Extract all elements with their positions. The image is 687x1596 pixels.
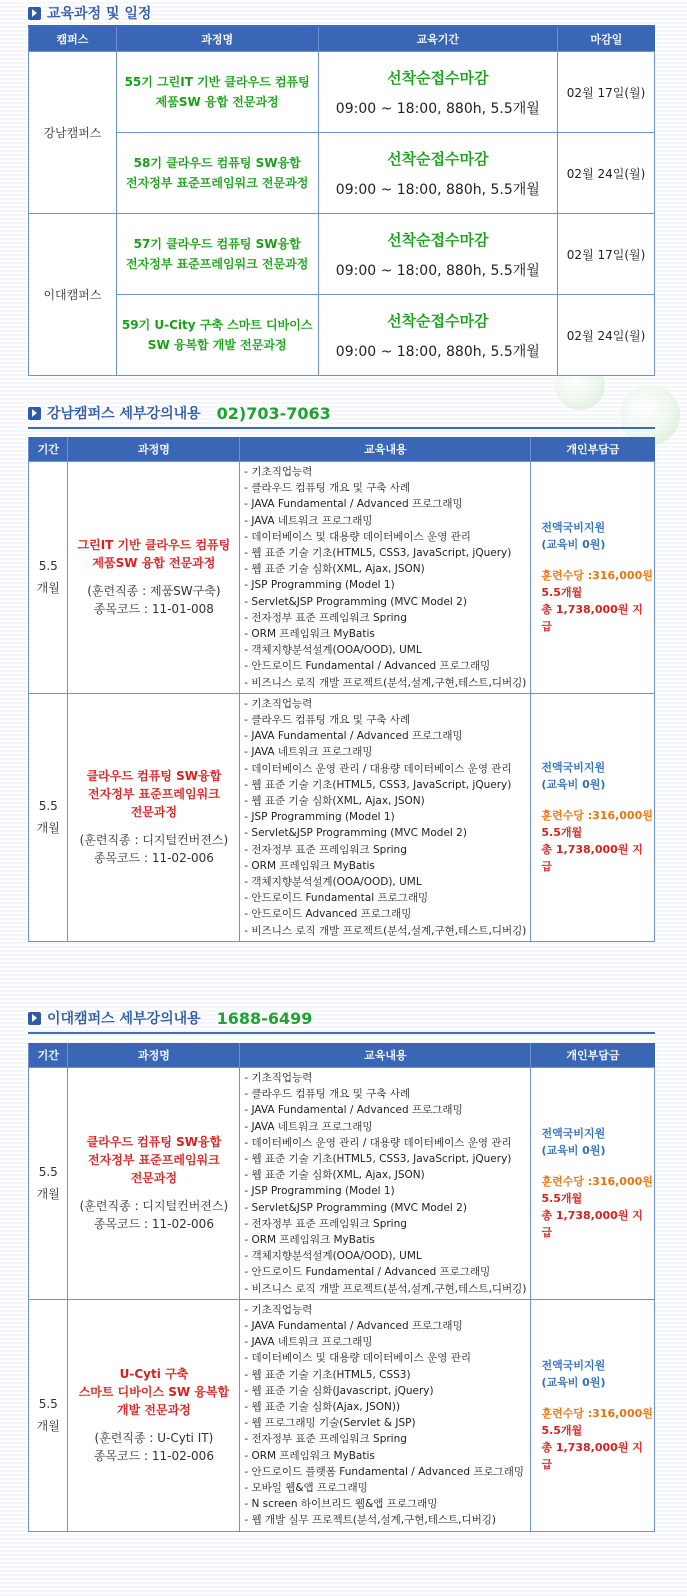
curriculum-item: - Servlet&JSP Programming (MVC Model 2): [244, 1201, 467, 1214]
curriculum-item: - 전자정부 표준 프레임워크 Spring: [244, 611, 407, 624]
bullet-icon: [28, 407, 41, 420]
bullet-icon: [28, 1012, 41, 1025]
curriculum-item: - 안드로이드 플랫폼 Fundamental / Advanced 프로그래밍: [244, 1465, 525, 1478]
course-name-line: 59기 U-City 구축 스마트 디바이스: [121, 318, 313, 332]
allowance-total: 총 1,738,000원 지급: [541, 843, 643, 874]
curriculum-item: - Servlet&JSP Programming (MVC Model 2): [244, 827, 467, 840]
section-title: 강남캠퍼스 세부강의내용: [47, 406, 201, 422]
curriculum-item: - ORM 프레임워크 MyBatis: [244, 1234, 375, 1247]
cost-cell: [531, 1068, 655, 1300]
term-unit: 개월: [36, 821, 60, 836]
course-title-line: 클라우드 컴퓨팅 SW융합: [86, 769, 222, 784]
curriculum-item: - 전자정부 표준 프레임워크 Spring: [244, 843, 407, 856]
curriculum-item: - 기초직업능력: [244, 697, 313, 710]
gangnam-detail-table: [28, 437, 655, 942]
curriculum-item: - 데이터베이스 및 대용량 데이터베이스 운영 관리: [244, 1352, 471, 1365]
campus-cell: 이대캠퍼스: [29, 214, 117, 376]
allowance-period: 5.5개월: [541, 586, 583, 600]
allowance-total: 총 1,738,000원 지급: [541, 1209, 643, 1240]
course-category: (훈련직종 : 디지털컨버젼스): [79, 833, 229, 848]
course-code: 종목코드 : 11-01-008: [93, 602, 214, 617]
allowance-label: 훈련수당 :316,000원: [541, 809, 653, 823]
curriculum-item: - 객체지향분석설계(OOA/OOD), UML: [244, 1250, 422, 1263]
curriculum-item: - 웹 표준 기술 심화(XML, Ajax, JSON): [244, 563, 425, 576]
phone-number[interactable]: 02)703-7063: [216, 403, 331, 423]
course-cell[interactable]: [68, 462, 240, 694]
period-cell: [318, 133, 558, 214]
curriculum-item: - JAVA 네트워크 프로그래밍: [244, 514, 373, 527]
curriculum-item: - 안드로이드 Fundamental / Advanced 프로그래밍: [244, 1266, 491, 1279]
period-cell: [318, 214, 558, 295]
tuition-label: (교육비 0원): [541, 538, 606, 552]
table-row: [29, 1068, 655, 1300]
course-title-line: 클라우드 컴퓨팅 SW융합: [86, 1135, 222, 1150]
table-row: [29, 52, 655, 133]
curriculum-item: - 웹 표준 기술 기초(HTML5, CSS3, JavaScript, jQuery): [244, 1153, 512, 1166]
column-header: 교육내용: [240, 1043, 531, 1068]
table-row: [29, 133, 655, 214]
term-cell: [29, 462, 68, 694]
table-row: [29, 462, 655, 694]
course-name-cell[interactable]: [116, 52, 318, 133]
section-title: 교육과정 및 일정: [47, 6, 152, 22]
course-name-line: 제품SW 융합 전문과정: [155, 95, 279, 109]
period-cell: [318, 52, 558, 133]
curriculum-item: - JAVA Fundamental / Advanced 프로그래밍: [244, 1104, 463, 1117]
curriculum-item: - 데이터베이스 및 대용량 데이터베이스 운영 관리: [244, 530, 471, 543]
course-title-line: 스마트 디바이스 SW 융복합: [78, 1385, 230, 1400]
allowance-period: 5.5개월: [541, 1192, 583, 1206]
course-title-line: 그린IT 기반 클라우드 컴퓨팅: [77, 538, 231, 553]
cost-cell: [531, 462, 655, 694]
curriculum-item: - 객체지향분석설계(OOA/OOD), UML: [244, 644, 422, 657]
curriculum-item: - 웹 표준 기술 심화(Javascript, jQuery): [244, 1384, 434, 1397]
table-row: [29, 214, 655, 295]
course-time: 09:00 ~ 18:00, 880h, 5.5개월: [335, 100, 540, 117]
curriculum-item: - 비즈니스 로직 개발 프로젝트(분석,설계,구현,테스트,디버깅): [244, 924, 527, 937]
curriculum-item: - JAVA Fundamental / Advanced 프로그래밍: [244, 1320, 463, 1333]
curriculum-item: - 안드로이드 Fundamental 프로그래밍: [244, 892, 429, 905]
course-name-line: 전자정부 표준프레임워크 전문과정: [126, 257, 309, 271]
curriculum-item: - 데이터베이스 운영 관리 / 대용량 데이터베이스 운영 관리: [244, 1136, 512, 1149]
course-name-cell[interactable]: [116, 133, 318, 214]
curriculum-item: - 클라우드 컴퓨팅 개요 및 구축 사례: [244, 1088, 411, 1101]
bullet-icon: [28, 7, 41, 20]
section-heading-gangnam: [28, 400, 331, 426]
curriculum-item: - 웹 표준 기술 심화(XML, Ajax, JSON): [244, 795, 425, 808]
section-heading-idae: [28, 1005, 312, 1031]
allowance-period: 5.5개월: [541, 826, 583, 840]
course-title-line: 개발 전문과정: [117, 1403, 191, 1418]
course-time: 09:00 ~ 18:00, 880h, 5.5개월: [335, 343, 540, 360]
course-title-line: 전자정부 표준프레임워크: [88, 1153, 220, 1168]
course-cell[interactable]: [68, 1299, 240, 1531]
allowance-label: 훈련수당 :316,000원: [541, 569, 653, 583]
course-category: (훈련직종 : U-Cyti IT): [94, 1431, 214, 1446]
curriculum-item: - 기초직업능력: [244, 1303, 313, 1316]
course-name-line: 55기 그린IT 기반 클라우드 컴퓨팅: [124, 75, 310, 89]
table-row: [29, 295, 655, 376]
curriculum-item: - 웹 프로그래밍 기술(Servlet & JSP): [244, 1417, 416, 1430]
curriculum-cell: [240, 1299, 531, 1531]
section-divider: [28, 427, 655, 429]
course-time: 09:00 ~ 18:00, 880h, 5.5개월: [335, 262, 540, 279]
course-category: (훈련직종 : 제품SW구축): [87, 584, 221, 599]
course-code: 종목코드 : 11-02-006: [93, 851, 214, 866]
course-name-cell[interactable]: [116, 295, 318, 376]
period-cell: [318, 295, 558, 376]
section-divider: [28, 1032, 655, 1034]
curriculum-item: - 웹 표준 기술 기초(HTML5, CSS3, JavaScript, jQuery): [244, 778, 512, 791]
column-header: 개인부담금: [531, 1043, 655, 1068]
allowance-total: 총 1,738,000원 지급: [541, 603, 643, 634]
course-cell[interactable]: [68, 1068, 240, 1300]
curriculum-item: - 웹 표준 기술 심화(Ajax, JSON)): [244, 1401, 401, 1414]
curriculum-item: - 안드로이드 Fundamental / Advanced 프로그래밍: [244, 660, 491, 673]
course-name-line: SW 융복합 개발 전문과정: [147, 338, 287, 352]
allowance-total: 총 1,738,000원 지급: [541, 1441, 643, 1472]
cost-cell: [531, 693, 655, 941]
curriculum-item: - 전자정부 표준 프레임워크 Spring: [244, 1217, 407, 1230]
curriculum-item: - JAVA Fundamental / Advanced 프로그래밍: [244, 730, 463, 743]
funding-label: 전액국비지원: [541, 1127, 606, 1141]
globe-decoration: [620, 385, 680, 445]
course-title-line: 전문과정: [130, 805, 178, 820]
allowance-period: 5.5개월: [541, 1424, 583, 1438]
curriculum-item: - Servlet&JSP Programming (MVC Model 2): [244, 595, 467, 608]
curriculum-item: - 모바일 웹&앱 프로그래밍: [244, 1482, 368, 1495]
term-unit: 개월: [36, 581, 60, 596]
course-title-line: U-Cyti 구축: [119, 1367, 189, 1382]
allowance-label: 훈련수당 :316,000원: [541, 1407, 653, 1421]
course-time: 09:00 ~ 18:00, 880h, 5.5개월: [335, 181, 540, 198]
closing-status: 선착순접수마감: [387, 149, 489, 168]
deadline-cell: 02월 17일(월): [558, 52, 655, 133]
course-cell[interactable]: [68, 693, 240, 941]
column-header: 기간: [29, 437, 68, 462]
curriculum-item: - ORM 프레임워크 MyBatis: [244, 628, 375, 641]
column-header: 과정명: [68, 437, 240, 462]
term-unit: 개월: [36, 1419, 60, 1434]
column-header: 교육내용: [240, 437, 531, 462]
curriculum-item: - N screen 하이브리드 웹&앱 프로그래밍: [244, 1498, 438, 1511]
term-cell: [29, 1068, 68, 1300]
closing-status: 선착순접수마감: [387, 68, 489, 87]
course-title-line: 제품SW 융합 전문과정: [92, 556, 216, 571]
curriculum-item: - 기초직업능력: [244, 1072, 313, 1084]
curriculum-item: - 웹 표준 기술 기초(HTML5, CSS3, JavaScript, jQuery): [244, 547, 512, 560]
course-name-cell[interactable]: [116, 214, 318, 295]
funding-label: 전액국비지원: [541, 1359, 606, 1373]
course-title-line: 전자정부 표준프레임워크: [88, 787, 220, 802]
tuition-label: (교육비 0원): [541, 778, 606, 792]
course-code: 종목코드 : 11-02-006: [93, 1449, 214, 1464]
section-title: 이대캠퍼스 세부강의내용: [47, 1011, 201, 1027]
deadline-cell: 02월 17일(월): [558, 214, 655, 295]
course-name-line: 전자정부 표준프레임워크 전문과정: [126, 176, 309, 190]
cost-cell: [531, 1299, 655, 1531]
course-category: (훈련직종 : 디지털컨버젼스): [79, 1199, 229, 1214]
curriculum-item: - JSP Programming (Model 1): [244, 1185, 395, 1198]
curriculum-item: - 객체지향분석설계(OOA/OOD), UML: [244, 876, 422, 889]
tuition-label: (교육비 0원): [541, 1376, 606, 1390]
term-value: 5.5: [38, 559, 58, 574]
curriculum-cell: [240, 1068, 531, 1300]
deadline-cell: 02월 24일(월): [558, 133, 655, 214]
table-row: [29, 1299, 655, 1531]
course-title-line: 전문과정: [130, 1171, 178, 1186]
column-header: 마감일: [558, 27, 655, 52]
curriculum-item: - 데이터베이스 운영 관리 / 대용량 데이터베이스 운영 관리: [244, 762, 512, 775]
curriculum-item: - JAVA 네트워크 프로그래밍: [244, 1336, 373, 1349]
deadline-cell: 02월 24일(월): [558, 295, 655, 376]
closing-status: 선착순접수마감: [387, 311, 489, 330]
schedule-table: [28, 27, 655, 376]
curriculum-item: - 비즈니스 로직 개발 프로젝트(분석,설계,구현,테스트,디버깅): [244, 1282, 527, 1295]
closing-status: 선착순접수마감: [387, 230, 489, 249]
funding-label: 전액국비지원: [541, 521, 606, 535]
course-code: 종목코드 : 11-02-006: [93, 1217, 214, 1232]
curriculum-item: - JAVA Fundamental / Advanced 프로그래밍: [244, 498, 463, 511]
term-value: 5.5: [38, 799, 58, 814]
section-heading-schedule: [28, 0, 151, 26]
curriculum-item: - 웹 개발 실무 프로젝트(분석,설계,구현,테스트,디버깅): [244, 1514, 496, 1527]
curriculum-cell: [240, 462, 531, 694]
column-header: 교육기간: [318, 27, 558, 52]
column-header: 기간: [29, 1043, 68, 1068]
course-name-line: 57기 클라우드 컴퓨팅 SW융합: [133, 237, 301, 251]
column-header: 과정명: [68, 1043, 240, 1068]
allowance-label: 훈련수당 :316,000원: [541, 1175, 653, 1189]
curriculum-item: - 전자정부 표준 프레임워크 Spring: [244, 1433, 407, 1446]
curriculum-item: - JAVA 네트워크 프로그래밍: [244, 1120, 373, 1133]
curriculum-item: - 안드로이드 Advanced 프로그래밍: [244, 908, 412, 921]
column-header: 과정명: [116, 27, 318, 52]
course-name-line: 58기 클라우드 컴퓨팅 SW융합: [133, 156, 301, 170]
phone-number[interactable]: 1688-6499: [216, 1008, 313, 1028]
curriculum-item: - JSP Programming (Model 1): [244, 579, 395, 592]
table-row: [29, 693, 655, 941]
curriculum-item: - 클라우드 컴퓨팅 개요 및 구축 사례: [244, 482, 411, 495]
curriculum-item: - 기초직업능력: [244, 466, 313, 478]
curriculum-cell: [240, 693, 531, 941]
term-value: 5.5: [38, 1397, 58, 1412]
term-cell: [29, 1299, 68, 1531]
term-unit: 개월: [36, 1187, 60, 1202]
curriculum-item: - JAVA 네트워크 프로그래밍: [244, 746, 373, 759]
curriculum-item: - ORM 프레임워크 MyBatis: [244, 859, 375, 872]
column-header: 캠퍼스: [29, 27, 117, 52]
curriculum-item: - 클라우드 컴퓨팅 개요 및 구축 사례: [244, 714, 411, 727]
curriculum-item: - 웹 표준 기술 기초(HTML5, CSS3): [244, 1368, 411, 1381]
curriculum-item: - 비즈니스 로직 개발 프로젝트(분석,설계,구현,테스트,디버깅): [244, 676, 527, 689]
term-cell: [29, 693, 68, 941]
funding-label: 전액국비지원: [541, 761, 606, 775]
curriculum-item: - JSP Programming (Model 1): [244, 811, 395, 824]
curriculum-item: - ORM 프레임워크 MyBatis: [244, 1449, 375, 1462]
curriculum-item: - 웹 표준 기술 심화(XML, Ajax, JSON): [244, 1169, 425, 1182]
term-value: 5.5: [38, 1165, 58, 1180]
campus-cell: 강남캠퍼스: [29, 52, 117, 214]
column-header: 개인부담금: [531, 437, 655, 462]
idae-detail-table: [28, 1043, 655, 1532]
tuition-label: (교육비 0원): [541, 1144, 606, 1158]
